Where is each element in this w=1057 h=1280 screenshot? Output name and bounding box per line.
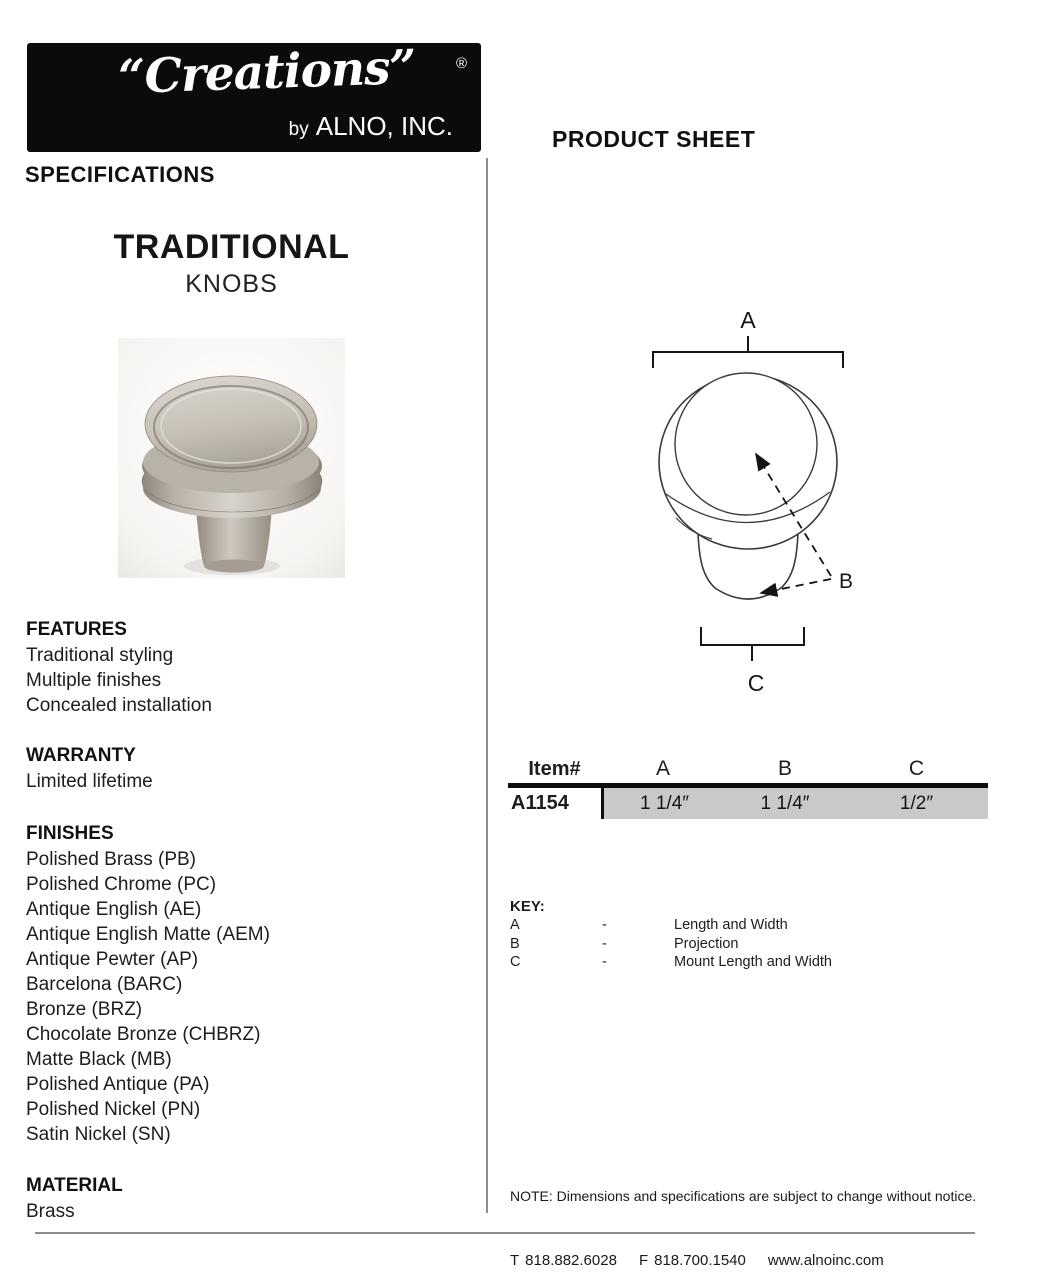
brand-byline bbox=[289, 111, 453, 142]
brand-logo bbox=[27, 39, 481, 152]
finish-item: Polished Antique (PA) bbox=[26, 1074, 210, 1095]
finish-item: Polished Nickel (PN) bbox=[26, 1099, 201, 1120]
brand-logo-script bbox=[86, 39, 448, 107]
feature-item: Multiple finishes bbox=[26, 670, 162, 691]
footer-divider bbox=[35, 1232, 975, 1234]
dimension-a-cell: 1 1/4″ bbox=[640, 792, 689, 814]
warranty-section bbox=[26, 743, 466, 794]
product-family-title: TRADITIONAL bbox=[113, 228, 350, 266]
fax-number bbox=[639, 1252, 746, 1269]
warranty-item: Limited lifetime bbox=[26, 771, 153, 792]
finish-item: Polished Brass (PB) bbox=[26, 849, 197, 870]
phone-value: 818.882.6028 bbox=[525, 1252, 617, 1269]
fax-label: F bbox=[638, 1252, 649, 1269]
key-row bbox=[510, 935, 950, 954]
brand-name: “Creations” bbox=[117, 39, 417, 106]
key-label: C bbox=[510, 954, 521, 970]
knob-photo bbox=[118, 338, 345, 578]
key-label: B bbox=[510, 935, 520, 952]
material-item: Brass bbox=[26, 1201, 75, 1222]
phone-label: T bbox=[510, 1252, 520, 1269]
key-description: Projection bbox=[674, 935, 739, 952]
finishes-heading: FINISHES bbox=[26, 823, 114, 844]
byline-by: by bbox=[288, 119, 309, 140]
footer-contact bbox=[510, 1252, 884, 1269]
disclaimer-note: NOTE: Dimensions and specifications are subject to change without notice. bbox=[510, 1188, 977, 1204]
finish-item: Barcelona (BARC) bbox=[26, 974, 183, 995]
website-url: www.alnoinc.com bbox=[767, 1252, 884, 1269]
key-description: Length and Width bbox=[674, 917, 788, 933]
dimension-c-cell: 1/2″ bbox=[899, 792, 934, 814]
key-label: A bbox=[510, 917, 520, 933]
column-header-c: C bbox=[908, 757, 925, 780]
finishes-section bbox=[26, 821, 466, 1147]
key-row bbox=[510, 916, 950, 935]
key-heading: KEY: bbox=[510, 898, 545, 915]
feature-item: Traditional styling bbox=[26, 645, 174, 666]
table-header-row bbox=[508, 753, 988, 783]
product-sheet-title: PRODUCT SHEET bbox=[552, 126, 756, 152]
finish-item: Bronze (BRZ) bbox=[26, 999, 143, 1020]
material-heading: MATERIAL bbox=[26, 1175, 123, 1196]
feature-item: Concealed installation bbox=[26, 695, 212, 716]
column-header-a: A bbox=[655, 757, 670, 780]
product-type-subtitle: KNOBS bbox=[185, 270, 278, 298]
fax-value: 818.700.1540 bbox=[654, 1252, 746, 1269]
column-header-b: B bbox=[777, 757, 792, 780]
dimensions-table bbox=[508, 753, 988, 819]
product-family-block bbox=[0, 228, 463, 299]
dimension-b-cell: 1 1/4″ bbox=[760, 792, 810, 814]
vertical-divider bbox=[486, 158, 488, 1213]
finish-item: Matte Black (MB) bbox=[26, 1049, 172, 1070]
table-value-band bbox=[604, 788, 988, 819]
column-header-item: Item# bbox=[528, 758, 581, 780]
table-row bbox=[508, 788, 988, 819]
knob-diagram bbox=[600, 290, 920, 710]
key-separator: - bbox=[602, 917, 607, 933]
material-section bbox=[26, 1173, 466, 1224]
key-description: Mount Length and Width bbox=[674, 954, 832, 970]
registered-trademark-icon: ® bbox=[455, 55, 467, 72]
finish-item: Antique Pewter (AP) bbox=[26, 949, 199, 970]
item-number-cell: A1154 bbox=[508, 788, 601, 819]
byline-company: ALNO, INC. bbox=[315, 111, 453, 141]
key-section bbox=[510, 897, 950, 972]
features-heading: FEATURES bbox=[26, 619, 127, 640]
phone-number bbox=[510, 1252, 617, 1269]
finish-item: Polished Chrome (PC) bbox=[26, 874, 217, 895]
diagram-label-a: A bbox=[740, 307, 756, 333]
features-section bbox=[26, 617, 466, 718]
diagram-label-b: B bbox=[839, 570, 854, 593]
specifications-title: SPECIFICATIONS bbox=[25, 162, 215, 187]
key-separator: - bbox=[602, 954, 607, 970]
key-row bbox=[510, 953, 950, 972]
finish-item: Antique English Matte (AEM) bbox=[26, 924, 270, 945]
finish-item: Satin Nickel (SN) bbox=[26, 1124, 171, 1145]
key-separator: - bbox=[602, 935, 607, 952]
warranty-heading: WARRANTY bbox=[26, 745, 136, 766]
diagram-label-c: C bbox=[747, 670, 765, 696]
finish-item: Antique English (AE) bbox=[26, 899, 202, 920]
finish-item: Chocolate Bronze (CHBRZ) bbox=[26, 1024, 261, 1045]
